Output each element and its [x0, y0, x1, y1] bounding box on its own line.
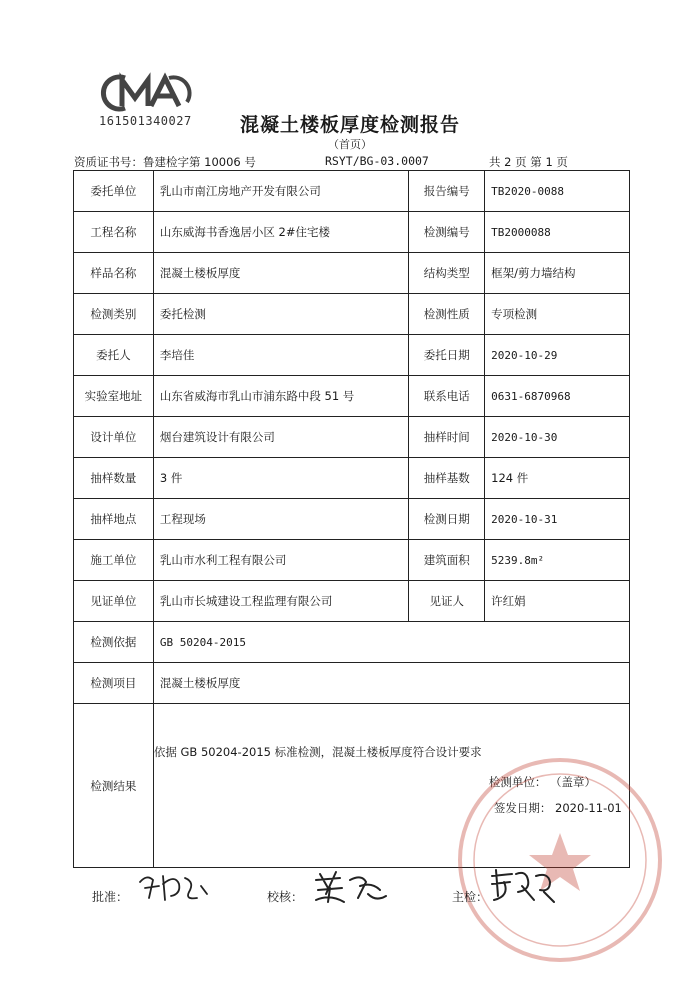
field-value: 3 件: [153, 458, 408, 499]
basis-value: GB 50204-2015: [153, 622, 629, 663]
table-row-item: [74, 663, 630, 704]
field-value: 委托检测: [153, 294, 408, 335]
field-label: 设计单位: [74, 417, 154, 458]
page-count: 共 2 页 第 1 页: [489, 155, 568, 169]
table-row: [74, 417, 630, 458]
field-value: 专项检测: [485, 294, 630, 335]
field-label: 委托人: [74, 335, 154, 376]
approver-signature: [135, 868, 210, 906]
field-value: 乳山市南江房地产开发有限公司: [153, 171, 408, 212]
field-label: 检测性质: [409, 294, 485, 335]
field-value: 5239.8m²: [485, 540, 630, 581]
field-label: 报告编号: [409, 171, 485, 212]
table-row: [74, 253, 630, 294]
field-value: 乳山市长城建设工程监理有限公司: [153, 581, 408, 622]
table-row: [74, 499, 630, 540]
issue-date-line: 签发日期： 2020-11-01: [493, 801, 622, 815]
field-label: 施工单位: [74, 540, 154, 581]
table-row: [74, 294, 630, 335]
official-seal-stamp: [445, 745, 675, 975]
field-label: 见证单位: [74, 581, 154, 622]
item-value: 混凝土楼板厚度: [153, 663, 629, 704]
reviewer-label: 校核：: [267, 890, 304, 904]
field-value: 山东省威海市乳山市浦东路中段 51 号: [153, 376, 408, 417]
field-label: 抽样数量: [74, 458, 154, 499]
field-value: TB2020-0088: [485, 171, 630, 212]
field-value: 山东威海书香逸居小区 2#住宅楼: [153, 212, 408, 253]
report-title: 混凝土楼板厚度检测报告: [239, 114, 460, 136]
field-label: 抽样基数: [409, 458, 485, 499]
field-label: 见证人: [409, 581, 485, 622]
field-label: 检测编号: [409, 212, 485, 253]
field-label: 抽样地点: [74, 499, 154, 540]
field-label: 建筑面积: [409, 540, 485, 581]
field-value: TB2000088: [485, 212, 630, 253]
field-value: 124 件: [485, 458, 630, 499]
field-label: 委托单位: [74, 171, 154, 212]
table-row: [74, 212, 630, 253]
field-value: 工程现场: [153, 499, 408, 540]
report-subtitle: （首页）: [328, 138, 372, 151]
table-row: [74, 458, 630, 499]
testing-unit-line: 检测单位： （盖章）: [488, 775, 597, 789]
result-label: 检测结果: [74, 704, 154, 868]
field-label: 工程名称: [74, 212, 154, 253]
field-label: 检测类别: [74, 294, 154, 335]
approver-label: 批准：: [92, 890, 129, 904]
table-row: [74, 376, 630, 417]
field-value: 烟台建筑设计有限公司: [153, 417, 408, 458]
table-row: [74, 581, 630, 622]
result-text: 依据 GB 50204-2015 标准检测，混凝土楼板厚度符合设计要求: [153, 745, 482, 759]
field-value: 2020-10-30: [485, 417, 630, 458]
field-value: 0631-6870968: [485, 376, 630, 417]
field-label: 联系电话: [409, 376, 485, 417]
table-row: [74, 335, 630, 376]
field-value: 2020-10-31: [485, 499, 630, 540]
field-value: 乳山市水利工程有限公司: [153, 540, 408, 581]
field-label: 实验室地址: [74, 376, 154, 417]
form-code: RSYT/BG-03.0007: [325, 154, 429, 168]
chief-tester-signature: [488, 866, 560, 906]
field-value: 许红娟: [485, 581, 630, 622]
field-value: 混凝土楼板厚度: [153, 253, 408, 294]
field-value: 框架/剪力墙结构: [485, 253, 630, 294]
field-value: 李培佳: [153, 335, 408, 376]
field-label: 样品名称: [74, 253, 154, 294]
certificate-number: 资质证书号：鲁建检字第 10006 号: [74, 155, 256, 169]
field-label: 委托日期: [409, 335, 485, 376]
report-table-body: [74, 171, 630, 622]
table-row-basis: [74, 622, 630, 663]
table-row: [74, 171, 630, 212]
field-label: 检测日期: [409, 499, 485, 540]
reviewer-signature: [310, 868, 390, 908]
chief-tester-label: 主检：: [452, 890, 489, 904]
cma-code: 161501340027: [99, 114, 192, 128]
field-label: 抽样时间: [409, 417, 485, 458]
basis-label: 检测依据: [74, 622, 154, 663]
table-row: [74, 540, 630, 581]
cma-logo-mark: [95, 72, 195, 114]
field-value: 2020-10-29: [485, 335, 630, 376]
item-label: 检测项目: [74, 663, 154, 704]
field-label: 结构类型: [409, 253, 485, 294]
